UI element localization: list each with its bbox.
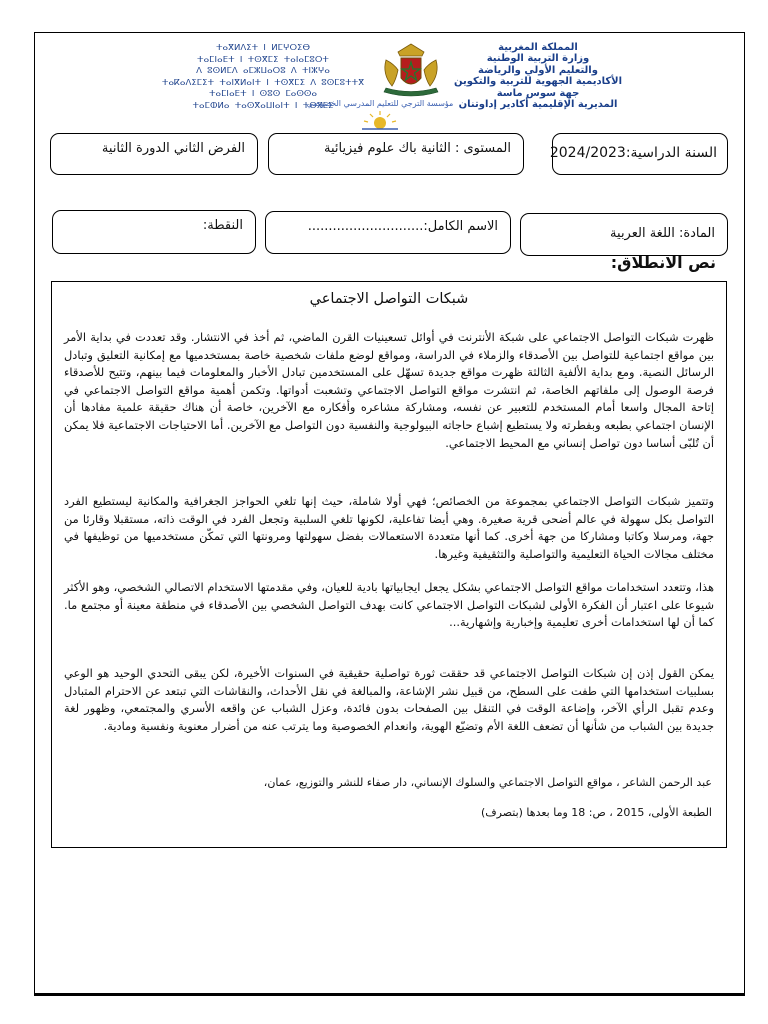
tifinagh-line: ⵜⴰⵎⵏⴰⴹⵜ ⵏ ⵜⵙⴳⵎⵉ ⵜⴰⵏⴰⵎⵓⵔⵜ bbox=[197, 53, 329, 64]
arabic-line: المملكة المغربية bbox=[498, 42, 578, 53]
grade-label: النقطة: bbox=[202, 218, 243, 233]
edition: الطبعة الأولى، 2015 ، ص: 18 وما بعدها (بتصرف) bbox=[480, 806, 712, 819]
arabic-line: الأكاديمية الجهوية للتربية والتكوين bbox=[453, 76, 623, 88]
tifinagh-line: ⵜⴰⵎⵏⴰⴹⵜ ⵏ ⵙⵓⵙ ⵎⴰⵙⵙⴰ bbox=[208, 88, 318, 99]
header-arabic bbox=[452, 42, 624, 110]
tifinagh-line: ⴷ ⵓⵙⵍⵎⴷ ⴰⵎⵣⵡⴰⵔⵓ ⴷ ⵜⵏⵣⵖⴰ bbox=[196, 65, 330, 76]
arabic-line: المديرية الإقليمية أكادير إداوتنان bbox=[458, 99, 618, 111]
institution-name: مؤسسة الترجي للتعليم المدرسي الخصوصي bbox=[306, 99, 454, 108]
reference: عبد الرحمن الشاعر ، مواقع التواصل الاجتماعي والسلوك الإنساني، دار صفاء للنشر والتوزيع، عمان، bbox=[263, 776, 712, 789]
paragraph: ظهرت شبكات التواصل الاجتماعي على شبكة الأنترنت في أوائل تسعينيات القرن الماضي، ثم أخذ في الانتشار. وقد تعددت في بداية الأمر بين مواقع اجتماعية للتواصل بين الأصدقاء والزملاء في الدراسة، ومواقع لوضع ملفات شخصية خاصة بمستخدميها مع إمكانية التعليق وتبادل الرسائل النصية. ومع بداية الألفية الثالثة ظهرت مواقع جديدة تسهّل على المستخدمين تبادل الأخبار والمعلومات فيما بينهم، وتتيح للأصدقاء فرصة الوصول إلى ملفاتهم الخاصة، ثم انتشرت مواقع التواصل الاجتماعي وتشعبت أدواتها. وتكمن أهمية مواقع التواصل الاجتماعي في إتاحة المجال واسعا أمام المستخدم للتعبير عن نفسه، ومشاركة مشاعره وأفكاره مع الآخرين، خاصة أن هناك حقيقة علمية مفادها أن الإنسان اجتماعي بطبعه وبفطرته ولا يستطيع إشباع حاجاته البيولوجية والنفسية دون التواصل مع الآخرين. أما الاحتياجات الاجتماعية فلا يمكن أن تُلبّى أساسا دون تواصل إنساني مع المحيط الاجتماعي. bbox=[64, 330, 714, 450]
institution-logo-icon bbox=[358, 109, 402, 131]
grade-box[interactable] bbox=[52, 210, 256, 254]
tifinagh-line: ⵜⴰⵎⵀⵍⴰ ⵜⴰⵙⴳⴰⵡⵏⴰⵏⵜ ⵏ ⵜⵙⴳⵎⵉ bbox=[192, 99, 334, 110]
arabic-line: والتعليم الأولي والرياضة bbox=[478, 64, 598, 76]
arabic-line: وزارة التربية الوطنية bbox=[486, 53, 590, 65]
subject-box bbox=[520, 213, 728, 256]
level-box bbox=[268, 133, 524, 175]
exam-title: الفرض الثاني الدورة الثانية bbox=[101, 141, 245, 156]
school-year-box bbox=[549, 133, 728, 175]
school-year: السنة الدراسية:2024/2023 bbox=[549, 145, 717, 161]
text-panel bbox=[51, 281, 727, 848]
name-box[interactable] bbox=[265, 211, 511, 254]
text-title: شبكات التواصل الاجتماعي bbox=[309, 291, 469, 307]
page-border-bottom bbox=[34, 993, 745, 996]
subject: المادة: اللغة العربية bbox=[610, 226, 715, 241]
section-title: نص الانطلاق: bbox=[610, 253, 716, 272]
arabic-line: جهة سوس ماسة bbox=[496, 87, 580, 99]
full-name-field: الاسم الكامل:............................ bbox=[307, 219, 498, 234]
paragraph: يمكن القول إذن إن شبكات التواصل الاجتماعي قد حققت ثورة تواصلية حقيقية في السنوات الأخيرة، لكن يبقى التحدي الوحيد هو الوعي بسلبيات استخدامها التي طفت على السطح، من قبيل نشر الإشاعة، والمبالغة في نقل الأحداث، والنقاشات التي تبتعد عن الاحترام المتبادل وعدم تقبل الرأي الآخر، وإضاعة الوقت في التنقل بين الصفحات بدون فائدة، وعزل الشباب عن واقعه الأسري والمجتمعي، وظهور لغة جديدة بين الشباب من شأنها أن تضعف اللغة الأم وتضيّع الهوية، وانعدام الخصوصية وما يترتب عنه من أضرار معنوية ونفسية ومادية. bbox=[64, 666, 714, 733]
paragraph: هذا، وتتعدد استخدامات مواقع التواصل الاجتماعي بشكل يجعل ايجابياتها بادية للعيان، وفي مقدمتها الاستخدام الاتصالي الشخصي، وهو الأكثر شيوعا على اعتبار أن الفكرة الأولى لشبكات التواصل الاجتماعي كانت بهدف التواصل الشخصي بين الأصدقاء في منطقة معينة أو مجتمع ما. كما أن لها استخدامات أخرى تعليمية وإخبارية وإشهارية... bbox=[64, 580, 714, 630]
exam-box bbox=[50, 133, 258, 175]
tifinagh-line: ⵜⴰⴳⵍⴷⵉⵜ ⵏ ⵍⵎⵖⵔⵉⴱ bbox=[215, 42, 311, 52]
moroccan-emblem-icon bbox=[376, 40, 446, 100]
level: المستوى : الثانية باك علوم فيزيائية bbox=[323, 141, 511, 156]
paragraph: وتتميز شبكات التواصل الاجتماعي بمجموعة من الخصائص؛ فهي أولا شاملة، حيث إنها تلغي الحواجز الجغرافية والمكانية ليستطيع الفرد التواصل بكل سهولة في عالم أضحى قرية صغيرة. وهي أيضا تفاعلية، لكونها تلغي السلبية وتجعل الفرد في الوقت ذاته، مستقبلا وقارئا من جهة، ومرسلا وكاتبا ومشاركا من جهة أخرى. كما أنها متعددة الاستعمالات بفضل سهولتها ومرونتها التي تمكّن مستخدميها من توظيفها في مختلف مجالات الحياة التعليمية والتواصلية والتثقيفية وغيرها. bbox=[64, 494, 714, 561]
tifinagh-line: ⵜⴰⴽⴰⴷⵉⵎⵉⵜ ⵜⴰⵏⴳⵍⴰⵏⵜ ⵏ ⵜⵙⴳⵎⵉ ⴷ ⵓⵙⵎⵓⵜⵜⴳ bbox=[161, 76, 365, 87]
